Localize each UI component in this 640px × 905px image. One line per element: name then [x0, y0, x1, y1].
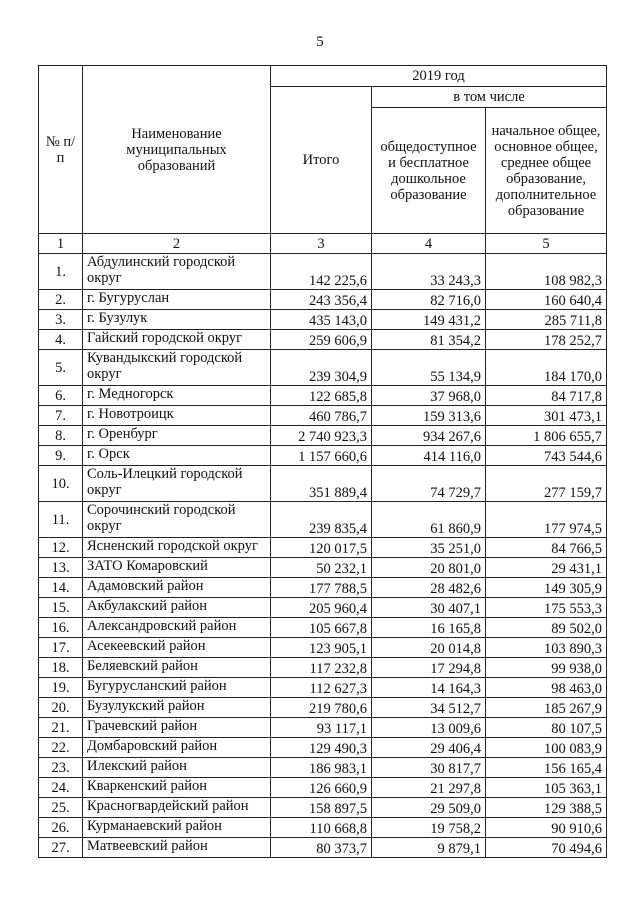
preschool-cell: 20 801,0	[372, 558, 486, 578]
municipality-name-cell: Акбулакский район	[83, 598, 271, 618]
municipality-name-cell: Кувандыкский городской округ	[83, 350, 271, 386]
row-number-cell: 25.	[39, 798, 83, 818]
municipality-name-cell: г. Бугуруслан	[83, 290, 271, 310]
row-number-cell: 14.	[39, 578, 83, 598]
preschool-cell: 61 860,9	[372, 502, 486, 538]
row-number-cell: 27.	[39, 838, 83, 858]
table-row	[39, 698, 607, 718]
school-cell: 285 711,8	[486, 310, 607, 330]
school-cell: 84 717,8	[486, 386, 607, 406]
school-cell: 149 305,9	[486, 578, 607, 598]
table-row	[39, 678, 607, 698]
column-number-cell: 5	[486, 234, 607, 254]
row-number-cell: 19.	[39, 678, 83, 698]
row-number-cell: 18.	[39, 658, 83, 678]
municipality-name-cell: Беляевский район	[83, 658, 271, 678]
table-body	[39, 254, 607, 858]
table-row	[39, 538, 607, 558]
table-row	[39, 330, 607, 350]
municipality-name-cell: г. Орск	[83, 446, 271, 466]
preschool-cell: 81 354,2	[372, 330, 486, 350]
school-cell: 177 974,5	[486, 502, 607, 538]
table-row	[39, 254, 607, 290]
row-number-cell: 20.	[39, 698, 83, 718]
row-number-cell: 17.	[39, 638, 83, 658]
preschool-cell: 30 407,1	[372, 598, 486, 618]
municipality-name-cell: Матвеевский район	[83, 838, 271, 858]
preschool-cell: 19 758,2	[372, 818, 486, 838]
municipality-name-cell: Ясненский городской округ	[83, 538, 271, 558]
school-cell: 89 502,0	[486, 618, 607, 638]
header-name: Наименование муниципальных образований	[83, 66, 271, 234]
total-cell: 239 304,9	[271, 350, 372, 386]
municipality-name-cell: Грачевский район	[83, 718, 271, 738]
column-number-cell: 3	[271, 234, 372, 254]
row-number-cell: 13.	[39, 558, 83, 578]
school-cell: 185 267,9	[486, 698, 607, 718]
preschool-cell: 9 879,1	[372, 838, 486, 858]
header-preschool: общедоступное и бесплатное дошкольное образование	[372, 108, 486, 234]
table-row	[39, 426, 607, 446]
row-number-cell: 23.	[39, 758, 83, 778]
table-row	[39, 466, 607, 502]
table-row	[39, 638, 607, 658]
header-total: Итого	[271, 87, 372, 234]
page-number: 5	[316, 34, 324, 50]
total-cell: 177 788,5	[271, 578, 372, 598]
total-cell: 80 373,7	[271, 838, 372, 858]
preschool-cell: 934 267,6	[372, 426, 486, 446]
municipality-name-cell: Александровский район	[83, 618, 271, 638]
preschool-cell: 414 116,0	[372, 446, 486, 466]
row-number-cell: 15.	[39, 598, 83, 618]
preschool-cell: 159 313,6	[372, 406, 486, 426]
table-row	[39, 350, 607, 386]
total-cell: 117 232,8	[271, 658, 372, 678]
table-row	[39, 718, 607, 738]
row-number-cell: 26.	[39, 818, 83, 838]
total-cell: 112 627,3	[271, 678, 372, 698]
total-cell: 93 117,1	[271, 718, 372, 738]
municipality-name-cell: Красногвардейский район	[83, 798, 271, 818]
total-cell: 105 667,8	[271, 618, 372, 638]
column-number-cell: 2	[83, 234, 271, 254]
total-cell: 110 668,8	[271, 818, 372, 838]
table-row	[39, 386, 607, 406]
school-cell: 90 910,6	[486, 818, 607, 838]
school-cell: 70 494,6	[486, 838, 607, 858]
row-number-cell: 6.	[39, 386, 83, 406]
table-row	[39, 578, 607, 598]
preschool-cell: 14 164,3	[372, 678, 486, 698]
row-number-cell: 16.	[39, 618, 83, 638]
row-number-cell: 9.	[39, 446, 83, 466]
school-cell: 175 553,3	[486, 598, 607, 618]
header-year: 2019 год	[271, 66, 607, 87]
total-cell: 205 960,4	[271, 598, 372, 618]
school-cell: 80 107,5	[486, 718, 607, 738]
total-cell: 219 780,6	[271, 698, 372, 718]
row-number-cell: 12.	[39, 538, 83, 558]
municipality-name-cell: Соль-Илецкий городской округ	[83, 466, 271, 502]
table-row	[39, 446, 607, 466]
school-cell: 156 165,4	[486, 758, 607, 778]
total-cell: 122 685,8	[271, 386, 372, 406]
row-number-cell: 4.	[39, 330, 83, 350]
row-number-cell: 11.	[39, 502, 83, 538]
row-number-cell: 5.	[39, 350, 83, 386]
table-row	[39, 798, 607, 818]
municipality-name-cell: Бузулукский район	[83, 698, 271, 718]
school-cell: 160 640,4	[486, 290, 607, 310]
preschool-cell: 29 509,0	[372, 798, 486, 818]
municipality-name-cell: г. Бузулук	[83, 310, 271, 330]
header-school: начальное общее, основное общее, среднее общее образование, дополнительное образование	[486, 108, 607, 234]
total-cell: 239 835,4	[271, 502, 372, 538]
preschool-cell: 37 968,0	[372, 386, 486, 406]
row-number-cell: 3.	[39, 310, 83, 330]
school-cell: 184 170,0	[486, 350, 607, 386]
row-number-cell: 22.	[39, 738, 83, 758]
table-row	[39, 558, 607, 578]
municipality-name-cell: Асекеевский район	[83, 638, 271, 658]
total-cell: 186 983,1	[271, 758, 372, 778]
total-cell: 142 225,6	[271, 254, 372, 290]
preschool-cell: 29 406,4	[372, 738, 486, 758]
total-cell: 243 356,4	[271, 290, 372, 310]
municipality-name-cell: Домбаровский район	[83, 738, 271, 758]
table-row	[39, 502, 607, 538]
preschool-cell: 74 729,7	[372, 466, 486, 502]
total-cell: 126 660,9	[271, 778, 372, 798]
municipality-name-cell: г. Оренбург	[83, 426, 271, 446]
preschool-cell: 34 512,7	[372, 698, 486, 718]
row-number-cell: 10.	[39, 466, 83, 502]
municipality-name-cell: Курманаевский район	[83, 818, 271, 838]
total-cell: 129 490,3	[271, 738, 372, 758]
table-row	[39, 818, 607, 838]
preschool-cell: 20 014,8	[372, 638, 486, 658]
school-cell: 178 252,7	[486, 330, 607, 350]
municipality-name-cell: Бугурусланский район	[83, 678, 271, 698]
municipality-name-cell: Илекский район	[83, 758, 271, 778]
total-cell: 460 786,7	[271, 406, 372, 426]
preschool-cell: 17 294,8	[372, 658, 486, 678]
total-cell: 1 157 660,6	[271, 446, 372, 466]
row-number-cell: 2.	[39, 290, 83, 310]
municipality-name-cell: ЗАТО Комаровский	[83, 558, 271, 578]
school-cell: 129 388,5	[486, 798, 607, 818]
preschool-cell: 16 165,8	[372, 618, 486, 638]
total-cell: 435 143,0	[271, 310, 372, 330]
municipality-name-cell: Гайский городской округ	[83, 330, 271, 350]
table-row	[39, 838, 607, 858]
school-cell: 103 890,3	[486, 638, 607, 658]
table-row	[39, 290, 607, 310]
table-row	[39, 406, 607, 426]
row-number-cell: 7.	[39, 406, 83, 426]
table-row	[39, 598, 607, 618]
total-cell: 2 740 923,3	[271, 426, 372, 446]
school-cell: 108 982,3	[486, 254, 607, 290]
funding-table	[38, 65, 607, 858]
column-number-cell: 4	[372, 234, 486, 254]
preschool-cell: 28 482,6	[372, 578, 486, 598]
total-cell: 120 017,5	[271, 538, 372, 558]
header-including: в том числе	[372, 87, 607, 108]
row-number-cell: 8.	[39, 426, 83, 446]
school-cell: 743 544,6	[486, 446, 607, 466]
total-cell: 158 897,5	[271, 798, 372, 818]
header-number: № п/п	[39, 66, 83, 234]
school-cell: 84 766,5	[486, 538, 607, 558]
school-cell: 100 083,9	[486, 738, 607, 758]
table-row	[39, 758, 607, 778]
preschool-cell: 149 431,2	[372, 310, 486, 330]
row-number-cell: 21.	[39, 718, 83, 738]
municipality-name-cell: г. Медногорск	[83, 386, 271, 406]
school-cell: 29 431,1	[486, 558, 607, 578]
total-cell: 259 606,9	[271, 330, 372, 350]
preschool-cell: 82 716,0	[372, 290, 486, 310]
table-row	[39, 658, 607, 678]
municipality-name-cell: Кваркенский район	[83, 778, 271, 798]
table-row	[39, 778, 607, 798]
column-number-cell: 1	[39, 234, 83, 254]
preschool-cell: 30 817,7	[372, 758, 486, 778]
school-cell: 99 938,0	[486, 658, 607, 678]
school-cell: 98 463,0	[486, 678, 607, 698]
table-row	[39, 618, 607, 638]
row-number-cell: 24.	[39, 778, 83, 798]
municipality-name-cell: г. Новотроицк	[83, 406, 271, 426]
preschool-cell: 55 134,9	[372, 350, 486, 386]
municipality-name-cell: Сорочинский городской округ	[83, 502, 271, 538]
total-cell: 50 232,1	[271, 558, 372, 578]
preschool-cell: 35 251,0	[372, 538, 486, 558]
row-number-cell: 1.	[39, 254, 83, 290]
table-row	[39, 310, 607, 330]
municipality-name-cell: Абдулинский городской округ	[83, 254, 271, 290]
preschool-cell: 33 243,3	[372, 254, 486, 290]
municipality-name-cell: Адамовский район	[83, 578, 271, 598]
total-cell: 351 889,4	[271, 466, 372, 502]
school-cell: 277 159,7	[486, 466, 607, 502]
total-cell: 123 905,1	[271, 638, 372, 658]
table-row	[39, 738, 607, 758]
preschool-cell: 21 297,8	[372, 778, 486, 798]
school-cell: 105 363,1	[486, 778, 607, 798]
school-cell: 301 473,1	[486, 406, 607, 426]
preschool-cell: 13 009,6	[372, 718, 486, 738]
school-cell: 1 806 655,7	[486, 426, 607, 446]
